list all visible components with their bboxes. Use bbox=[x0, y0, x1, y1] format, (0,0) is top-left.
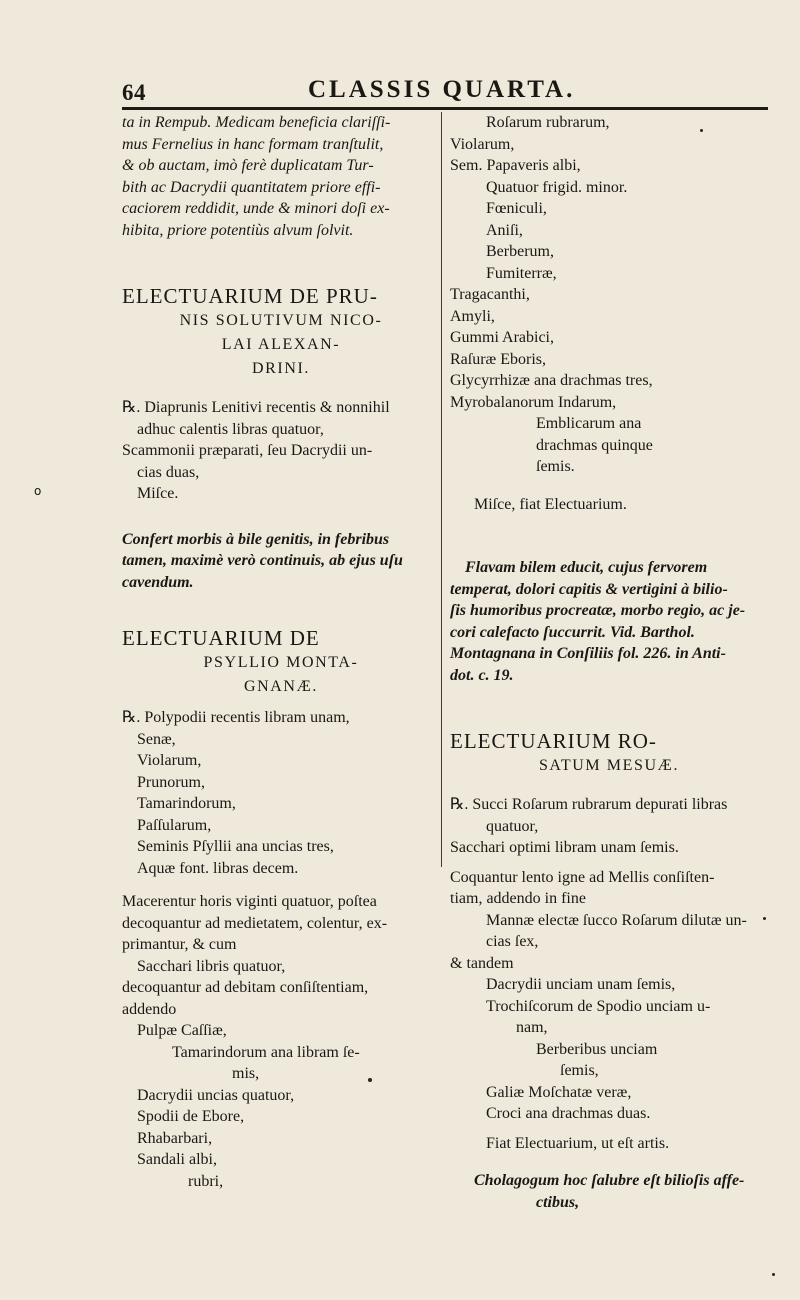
left-text-line: mus Fernelius in hanc formam tranſtulit, bbox=[122, 135, 384, 153]
section-heading-psyllio-line: GNANÆ. bbox=[243, 678, 319, 695]
recipe-line: drachmas quinque bbox=[536, 436, 653, 454]
recipe-line: rubri, bbox=[188, 1172, 224, 1190]
remark-line: ctibus, bbox=[536, 1193, 580, 1211]
spacer bbox=[450, 859, 768, 867]
remark-line: tamen, maximè verò continuis, ab ejus uſu bbox=[122, 552, 403, 569]
left-text-line: bith ac Dacrydii quantitatem priore effi- bbox=[122, 178, 381, 196]
recipe-line: Sem. Papaveris albi, bbox=[450, 157, 581, 174]
recipe-line: Rhabarbari, bbox=[137, 1129, 213, 1147]
recipe-line: ſemis. bbox=[536, 458, 575, 475]
recipe-line: Miſce, fiat Electuarium. bbox=[474, 495, 627, 513]
recipe-line: Sacchari optimi libram unam ſemis. bbox=[450, 839, 679, 856]
recipe-line: Tamarindorum, bbox=[137, 795, 236, 812]
left-text-line: caciorem reddidit, unde & minori doſi ex- bbox=[122, 200, 390, 217]
spacer bbox=[122, 241, 440, 283]
recipe-line: Mannæ electæ ſucco Roſarum dilutæ un- bbox=[486, 911, 747, 929]
recipe-line: Sacchari libris quatuor, bbox=[137, 957, 286, 975]
right-column bbox=[450, 112, 768, 1213]
left-text-line: & ob auctam, imò ferè duplicatam Tur- bbox=[122, 157, 374, 174]
recipe-line: Glycyrrhizæ ana drachmas tres, bbox=[450, 372, 653, 389]
section-heading-prunis: ELECTUARIUM DE PRU- bbox=[122, 284, 378, 308]
recipe-line: ℞. Polypodii recentis libram unam, bbox=[122, 709, 350, 726]
spacer bbox=[450, 1125, 768, 1133]
spacer bbox=[450, 478, 768, 494]
recipe-line: primantur, & cum bbox=[122, 936, 237, 953]
section-heading-rosatum-line: SATUM MESUÆ. bbox=[538, 757, 680, 774]
remark-line: Confert morbis à bile genitis, in febribus bbox=[122, 530, 390, 548]
remark-line: Cholagogum hoc ſalubre eſt bilioſis affe- bbox=[474, 1172, 745, 1189]
recipe-line: quatuor, bbox=[486, 817, 539, 835]
section-heading-rosatum: ELECTUARIUM RO- bbox=[450, 729, 657, 753]
recipe-line: Prunorum, bbox=[137, 773, 205, 791]
recipe-line: ſemis, bbox=[560, 1062, 599, 1079]
section-heading-psyllio-line: PSYLLIO MONTA- bbox=[203, 654, 359, 671]
recipe-line: nam, bbox=[516, 1019, 548, 1036]
recipe-line: tiam, addendo in fine bbox=[450, 890, 586, 907]
recipe-line: Tragacanthi, bbox=[450, 286, 530, 303]
recipe-line: Paſſularum, bbox=[137, 816, 212, 834]
spacer bbox=[450, 686, 768, 728]
spacer bbox=[122, 699, 440, 707]
recipe-line: mis, bbox=[232, 1065, 260, 1082]
section-heading-prunis-line: LAI ALEXAN- bbox=[221, 336, 341, 353]
recipe-line: Quatuor frigid. minor. bbox=[486, 178, 628, 196]
remark-line: cavendum. bbox=[122, 573, 194, 591]
recipe-line: Dacrydii uncias quatuor, bbox=[137, 1086, 295, 1104]
margin-symbol: o bbox=[34, 484, 42, 498]
left-column bbox=[122, 112, 440, 1192]
recipe-line: ℞. Diaprunis Lenitivi recentis & nonnihil bbox=[122, 399, 390, 416]
recipe-line: cias duas, bbox=[137, 463, 200, 481]
spacer bbox=[122, 505, 440, 529]
recipe-line: Gummi Arabici, bbox=[450, 329, 554, 346]
recipe-line: Aniſi, bbox=[486, 221, 523, 239]
recipe-line: Senæ, bbox=[137, 730, 176, 748]
recipe-line: Dacrydii unciam unam ſemis, bbox=[486, 976, 676, 993]
recipe-line: Macerentur horis viginti quatuor, poſtea bbox=[122, 893, 377, 910]
left-text-line: hibita, priore potentiùs alvum ſolvit. bbox=[122, 221, 354, 239]
recipe-line: Emblicarum ana bbox=[536, 415, 642, 432]
recipe-line: Galiæ Moſchatæ veræ, bbox=[486, 1083, 632, 1101]
spacer bbox=[122, 593, 440, 625]
recipe-line: Berberum, bbox=[486, 243, 554, 260]
recipe-line: Raſuræ Eboris, bbox=[450, 350, 546, 368]
left-text-line: ta in Rempub. Medicam beneficia clariſſi- bbox=[122, 114, 391, 131]
header-rule bbox=[122, 107, 768, 110]
recipe-line: Spodii de Ebore, bbox=[137, 1108, 245, 1125]
recipe-line: decoquantur ad debitam conſiſtentiam, bbox=[122, 979, 369, 996]
recipe-line: Violarum, bbox=[450, 135, 515, 153]
remark-line: Montagnana in Conſiliis fol. 226. in Anti- bbox=[450, 645, 726, 662]
recipe-line: Miſce. bbox=[137, 485, 179, 502]
spacer bbox=[122, 381, 440, 397]
remark-line: cori calefacto ſuccurrit. Vid. Barthol. bbox=[450, 623, 695, 641]
recipe-line: Croci ana drachmas duas. bbox=[486, 1105, 651, 1122]
remark-line: ſis humoribus procreatæ, morbo regio, ac je- bbox=[450, 602, 746, 619]
remark-line: dot. c. 19. bbox=[450, 666, 514, 684]
recipe-line: Scammonii præparati, ſeu Dacrydii un- bbox=[122, 442, 373, 459]
page-header bbox=[122, 76, 768, 106]
section-heading-psyllio: ELECTUARIUM DE bbox=[122, 626, 320, 650]
recipe-line: Myrobalanorum Indarum, bbox=[450, 393, 617, 411]
recipe-line: Coquantur lento igne ad Mellis conſiſten- bbox=[450, 868, 715, 886]
ink-spot bbox=[772, 1273, 775, 1276]
section-heading-prunis-line: DRINI. bbox=[251, 360, 311, 377]
spacer bbox=[450, 515, 768, 557]
recipe-line: Amyli, bbox=[450, 307, 495, 325]
section-heading-prunis-line: NIS SOLUTIVUM NICO- bbox=[179, 312, 383, 329]
recipe-line: Aquæ font. libras decem. bbox=[137, 859, 299, 877]
recipe-line: adhuc calentis libras quatuor, bbox=[137, 420, 324, 438]
recipe-line: Violarum, bbox=[137, 752, 202, 769]
remark-line: temperat, dolori capitis & vertigini à bilio- bbox=[450, 580, 728, 598]
recipe-line: Seminis Pſyllii ana uncias tres, bbox=[137, 838, 334, 855]
recipe-line: Roſarum rubrarum, bbox=[486, 114, 610, 131]
recipe-line: Fiat Electuarium, ut eſt artis. bbox=[486, 1134, 670, 1152]
recipe-line: & tandem bbox=[450, 954, 514, 972]
running-title: CLASSIS QUARTA. bbox=[308, 76, 576, 103]
page-number: 64 bbox=[122, 80, 146, 105]
spacer bbox=[450, 778, 768, 794]
recipe-line: cias ſex, bbox=[486, 933, 539, 950]
recipe-line: Sandali albi, bbox=[137, 1151, 217, 1168]
recipe-line: Fœniculi, bbox=[486, 200, 547, 217]
remark-line: Flavam bilem educit, cujus fervorem bbox=[465, 559, 708, 576]
recipe-line: Tamarindorum ana libram ſe- bbox=[172, 1043, 360, 1061]
recipe-line: addendo bbox=[122, 1000, 177, 1018]
spacer bbox=[450, 1154, 768, 1170]
recipe-line: ℞. Succi Roſarum rubrarum depurati libras bbox=[450, 796, 728, 813]
recipe-line: Fumiterræ, bbox=[486, 264, 557, 282]
spacer bbox=[122, 879, 440, 891]
recipe-line: decoquantur ad medietatem, colentur, ex- bbox=[122, 914, 388, 932]
column-divider bbox=[441, 112, 442, 867]
recipe-line: Trochiſcorum de Spodio unciam u- bbox=[486, 997, 711, 1015]
recipe-line: Pulpæ Caſſiæ, bbox=[137, 1022, 227, 1039]
recipe-line: Berberibus unciam bbox=[536, 1040, 658, 1058]
